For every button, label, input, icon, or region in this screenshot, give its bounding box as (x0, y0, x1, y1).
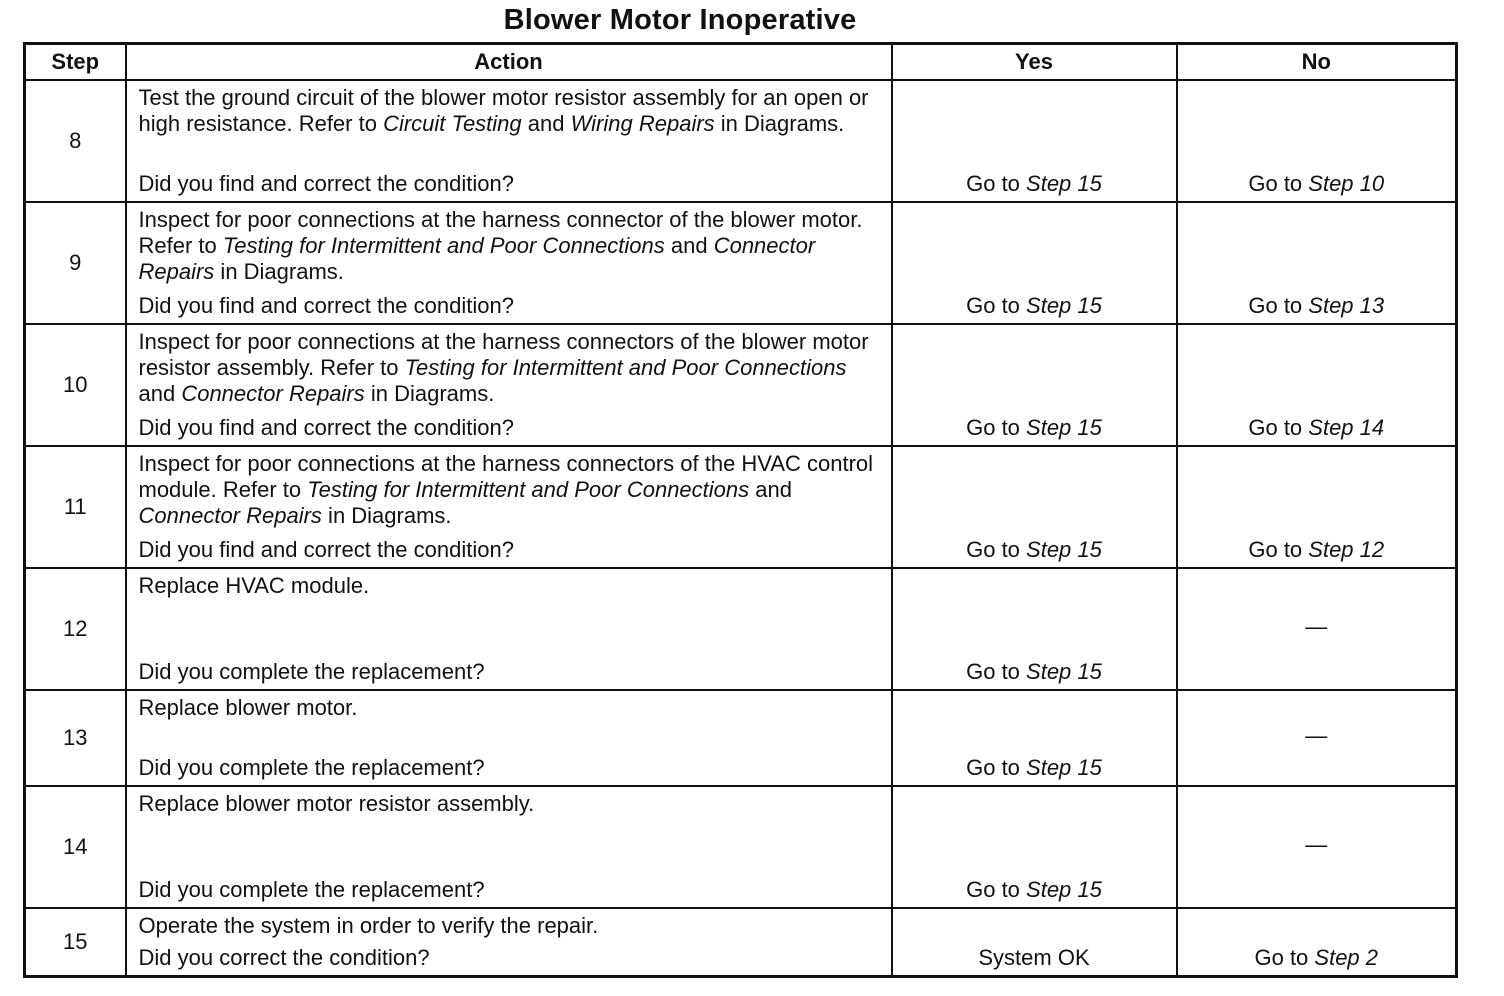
page-title: Blower Motor Inoperative (503, 4, 857, 36)
table-row (25, 202, 1457, 324)
action-segment: in Diagrams. (714, 111, 845, 136)
action-content (139, 207, 883, 319)
header-row (25, 44, 1457, 81)
action-segment: and (521, 111, 571, 136)
table-row (25, 690, 1457, 786)
table-row (25, 568, 1457, 690)
action-cell (126, 568, 892, 690)
table-row (25, 786, 1457, 908)
no-text: — (1305, 614, 1328, 639)
action-content (139, 791, 883, 903)
action-question: Did you find and correct the condition? (138, 171, 514, 196)
no-prefix: Go to (1254, 945, 1315, 970)
yes-step-link: Step 15 (1026, 415, 1102, 440)
action-cell (126, 786, 892, 908)
yes-outcome (892, 908, 1177, 977)
action-content (139, 573, 883, 685)
action-segment: Operate the system in order to verify the repair. (138, 913, 599, 938)
action-segment: Inspect for poor connections at the harness connector of the blower motor. Refer to (138, 207, 863, 258)
action-segment: Replace blower motor. (138, 695, 358, 720)
action-cell (126, 690, 892, 786)
action-text (139, 913, 883, 939)
column-header-yes: Yes (892, 44, 1177, 81)
action-question: Did you find and correct the condition? (138, 415, 514, 440)
action-reference: Circuit Testing (383, 111, 522, 136)
no-step-link: Step 13 (1308, 293, 1385, 318)
action-reference: Testing for Intermittent and Poor Connections (222, 233, 665, 258)
column-header-step: Step (25, 44, 126, 81)
action-cell (126, 324, 892, 446)
action-question: Did you find and correct the condition? (138, 537, 514, 562)
yes-step-link: Step 15 (1026, 293, 1102, 318)
table-body (25, 80, 1457, 977)
action-question: Did you correct the condition? (138, 945, 430, 970)
no-outcome (1177, 908, 1457, 977)
yes-step-link: Step 15 (1026, 659, 1102, 684)
action-reference: Wiring Repairs (570, 111, 715, 136)
action-text (139, 791, 883, 817)
action-question: Did you find and correct the condition? (138, 293, 514, 318)
yes-prefix: Go to (966, 293, 1027, 318)
yes-outcome (892, 202, 1177, 324)
yes-outcome (892, 80, 1177, 202)
step-number: 9 (25, 202, 126, 324)
no-outcome (1177, 80, 1457, 202)
table-row (25, 908, 1457, 977)
step-number: 11 (25, 446, 126, 568)
action-text (139, 573, 883, 599)
no-prefix: Go to (1248, 171, 1309, 196)
table-row (25, 324, 1457, 446)
action-cell (126, 80, 892, 202)
action-text (139, 85, 883, 137)
no-prefix: Go to (1248, 537, 1309, 562)
no-outcome (1177, 786, 1457, 908)
action-content (139, 451, 883, 563)
action-segment: Inspect for poor connections at the harness connectors of the blower motor resistor assembly. Refer to (138, 329, 869, 380)
yes-outcome (892, 324, 1177, 446)
step-number: 13 (25, 690, 126, 786)
action-text (139, 695, 883, 721)
action-reference: Connector Repairs (138, 233, 816, 284)
action-cell (126, 908, 892, 977)
action-question: Did you complete the replacement? (138, 659, 485, 684)
diagnostic-table (23, 42, 1458, 978)
yes-text: System OK (978, 945, 1090, 970)
action-reference: Connector Repairs (138, 503, 322, 528)
action-segment: Replace blower motor resistor assembly. (138, 791, 535, 816)
yes-prefix: Go to (966, 415, 1027, 440)
yes-step-link: Step 15 (1026, 755, 1102, 780)
action-reference: Connector Repairs (181, 381, 365, 406)
action-segment: in Diagrams. (214, 259, 344, 284)
action-segment: in Diagrams. (321, 503, 452, 528)
action-segment: and (749, 477, 792, 502)
no-text: — (1305, 723, 1328, 748)
action-segment: and (664, 233, 714, 258)
yes-prefix: Go to (966, 877, 1027, 902)
table-row (25, 80, 1457, 202)
column-header-action: Action (126, 44, 892, 81)
yes-outcome (892, 786, 1177, 908)
action-question: Did you complete the replacement? (138, 877, 485, 902)
action-reference: Testing for Intermittent and Poor Connections (404, 355, 847, 380)
action-text (139, 451, 883, 529)
action-segment: and (138, 381, 182, 406)
action-segment: Test the ground circuit of the blower motor resistor assembly for an open or high resistance. Refer to (138, 85, 869, 136)
no-prefix: Go to (1248, 293, 1309, 318)
action-content (139, 913, 883, 971)
no-outcome (1177, 446, 1457, 568)
no-text: — (1305, 832, 1328, 857)
action-cell (126, 202, 892, 324)
column-header-no: No (1177, 44, 1457, 81)
no-step-link: Step 10 (1308, 171, 1385, 196)
table-row (25, 446, 1457, 568)
action-reference: Testing for Intermittent and Poor Connections (307, 477, 750, 502)
no-step-link: Step 2 (1314, 945, 1379, 970)
no-outcome (1177, 202, 1457, 324)
action-segment: in Diagrams. (364, 381, 495, 406)
action-segment: Inspect for poor connections at the harness connectors of the HVAC control module. Refer to (138, 451, 874, 502)
action-content (139, 85, 883, 197)
no-outcome (1177, 690, 1457, 786)
no-outcome (1177, 568, 1457, 690)
yes-step-link: Step 15 (1026, 537, 1102, 562)
action-question: Did you complete the replacement? (138, 755, 485, 780)
no-step-link: Step 14 (1308, 415, 1385, 440)
yes-step-link: Step 15 (1026, 171, 1102, 196)
yes-step-link: Step 15 (1026, 877, 1102, 902)
yes-outcome (892, 568, 1177, 690)
action-content (139, 329, 883, 441)
step-number: 10 (25, 324, 126, 446)
action-content (139, 695, 883, 781)
yes-prefix: Go to (966, 537, 1027, 562)
yes-outcome (892, 446, 1177, 568)
yes-outcome (892, 690, 1177, 786)
step-number: 12 (25, 568, 126, 690)
yes-prefix: Go to (966, 171, 1027, 196)
no-outcome (1177, 324, 1457, 446)
action-segment: Replace HVAC module. (138, 573, 370, 598)
no-prefix: Go to (1248, 415, 1309, 440)
no-step-link: Step 12 (1308, 537, 1385, 562)
yes-prefix: Go to (966, 755, 1027, 780)
yes-prefix: Go to (966, 659, 1027, 684)
step-number: 8 (25, 80, 126, 202)
action-text (139, 329, 883, 407)
step-number: 15 (25, 908, 126, 977)
action-cell (126, 446, 892, 568)
step-number: 14 (25, 786, 126, 908)
action-text (139, 207, 883, 285)
